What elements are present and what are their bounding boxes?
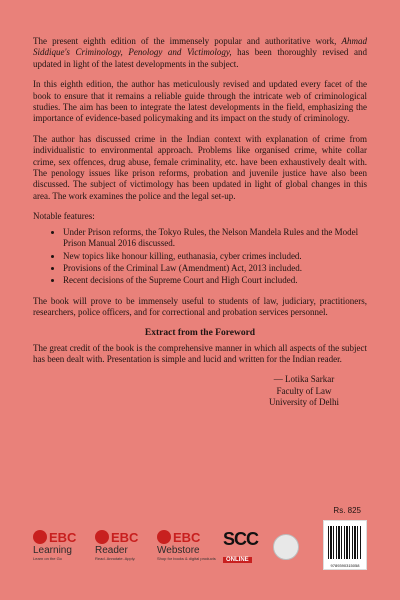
foreword-signature <box>33 374 367 408</box>
ebc-badge-icon <box>33 530 47 544</box>
barcode-icon <box>328 526 362 559</box>
intro-paragraph-1: The present eighth edition of the immensely popular and authoritative work, Ahmad Siddique's Criminology, Penology and Victimology, has been thoroughly revised and updated in light of the latest developments in the subject. <box>33 36 367 69</box>
ebc-badge-icon <box>157 530 171 544</box>
features-list <box>33 227 367 287</box>
scc-online-logo: SCC ONLINE <box>223 529 259 563</box>
ebc-badge-icon <box>95 530 109 544</box>
foreword-affiliation-1: Faculty of Law <box>276 385 332 396</box>
feature-item: • Recent decisions of the Supreme Court and High Court included. <box>63 275 367 286</box>
publisher-footer <box>33 506 367 578</box>
ebc-learning-logo: EBC Learning Learn on the Go <box>33 529 77 561</box>
foreword-text: The great credit of the book is the comprehensive manner in which all aspects of the subject has been dealt with. Presentation is simple and lucid and written for the Indian reader. <box>33 342 367 364</box>
ebc-webstore-logo: EBC Webstore Shop for books & digital products <box>157 529 216 561</box>
ebc-reader-logo: EBC Reader Read. Annotate. Apply. <box>95 529 139 561</box>
feature-item: • Provisions of the Criminal Law (Amendment) Act, 2013 included. <box>63 263 367 274</box>
features-heading: Notable features: <box>33 211 95 222</box>
price-label: Rs. 825 <box>333 506 361 515</box>
feature-item: • New topics like honour killing, euthanasia, cyber crimes included. <box>63 251 367 262</box>
intro-paragraph-3: The author has discussed crime in the Indian context with explanation of crime from individualistic to environmental approach. Problems like organised crime, white collar crime, sex offences, drug abuse, female criminality, etc. have been exhaustively dealt with. The penology issues like prison reforms, probation and juvenile justice have also been discussed. The subject of victimology has been updated in light of global changes in this area. The work examines the police and the legal set-up. <box>33 133 367 201</box>
intro-paragraph-2: In this eighth edition, the author has meticulously revised and updated every facet of the book to ensure that it remains a reliable guide through the intricate web of criminological studies. The aim has been to integrate the latest developments in the field, emphasizing the importance of evidence-based policymaking and its impact on the study of criminology. <box>33 79 367 124</box>
publisher-emblem-icon <box>273 534 299 560</box>
book-title: Ahmad Siddique's Criminology, Penology and Victimology, <box>33 36 367 58</box>
foreword-author: — Lotika Sarkar <box>273 374 335 385</box>
foreword-heading: Extract from the Foreword <box>144 327 256 338</box>
isbn-barcode <box>323 520 367 570</box>
foreword-affiliation-2: University of Delhi <box>269 397 339 408</box>
feature-item: • Under Prison reforms, the Tokyo Rules, the Nelson Mandela Rules and the Model Prison Manual 2016 discussed. <box>63 227 367 250</box>
closing-paragraph: The book will prove to be immensely useful to students of law, judiciary, practitioners, researchers, police officers, and for correctional and probation services personnel. <box>33 295 367 318</box>
isbn-number: 9789390315058 <box>330 563 360 568</box>
